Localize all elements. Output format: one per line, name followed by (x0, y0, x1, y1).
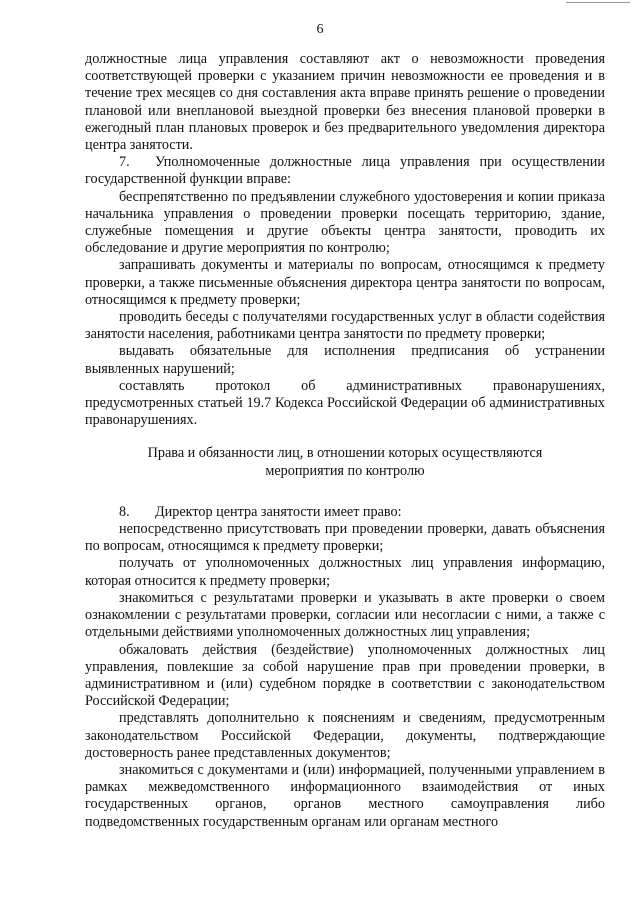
section-heading: Права и обязанности лиц, в отношении которых осуществляются мероприятия по контролю (147, 445, 543, 479)
paragraph-right-orders: выдавать обязательные для исполнения предписания об устранении выявленных нарушений; (85, 343, 605, 377)
top-edge-rule (566, 2, 630, 3)
paragraph-item-7 (85, 154, 605, 188)
paragraph-right-protocol: составлять протокол об административных правонарушениях, предусмотренных статьей 19.7 Кодекса Российской Федерации об административных правонарушениях. (85, 377, 605, 429)
paragraph-text: Уполномоченные должностные лица управления при осуществлении государственной функции вправе: (85, 154, 605, 188)
paragraph-director-appeal: обжаловать действия (бездействие) уполномоченных должностных лиц управления, повлекшие за собой нарушение прав при проведении проверки, в административном и (или) судебном порядке в соответствии с законодательством Российской Федерации; (85, 641, 605, 710)
paragraph-director-review: знакомиться с документами и (или) информацией, полученными управлением в рамках межведомственного информационного взаимодействия от иных государственных органов, органов местного самоуправления либо подведомственных государственным органам или органам местного (85, 761, 605, 830)
paragraph-continuation: должностные лица управления составляют акт о невозможности проведения соответствующей проверки с указанием причин невозможности ее проведения и в течение трех месяцев со дня составления акта вправе принять решение о проведении плановой или внеплановой выездной проверки без внесения плановой проверки в ежегодный план плановых проверок и без предварительного уведомления директора центра занятости. (85, 51, 605, 154)
paragraph-director-results: знакомиться с результатами проверки и указывать в акте проверки о своем ознакомлении с результатами проверки, согласии или несогласии с ними, а также с отдельными действиями уполномоченных должностных лиц управления; (85, 589, 605, 641)
page-number: 6 (316, 22, 324, 37)
paragraph-right-request-documents: запрашивать документы и материалы по вопросам, относящимся к предмету проверки, а также письменные объяснения директора центра занятости по вопросам, относящимся к предмету проверки; (85, 257, 605, 308)
paragraph-director-information: получать от уполномоченных должностных лиц управления информацию, которая относится к предмету проверки; (85, 555, 605, 589)
paragraph-director-submit: представлять дополнительно к пояснениям и сведениям, предусмотренным законодательством Российской Федерации, документы, подтверждающие достоверность ранее представленных документов; (85, 710, 605, 761)
item-number: 8. (119, 503, 130, 520)
paragraph-right-interviews: проводить беседы с получателями государственных услуг в области содействия занятости населения, работниками центра занятости по предмету проверки; (85, 309, 605, 343)
paragraph-item-8 (85, 504, 605, 521)
document-body (85, 51, 605, 831)
paragraph-text: Директор центра занятости имеет право: (155, 503, 402, 520)
paragraph-right-access: беспрепятственно по предъявлении служебного удостоверения и копии приказа начальника управления о проведении проверки посещать территорию, здание, служебные помещения и другие объекты центра занятости, проводить их обследование и другие мероприятия по контролю; (85, 188, 605, 257)
paragraph-director-presence: непосредственно присутствовать при проведении проверки, давать объяснения по вопросам, относящимся к предмету проверки; (85, 521, 605, 555)
item-number: 7. (119, 154, 130, 171)
